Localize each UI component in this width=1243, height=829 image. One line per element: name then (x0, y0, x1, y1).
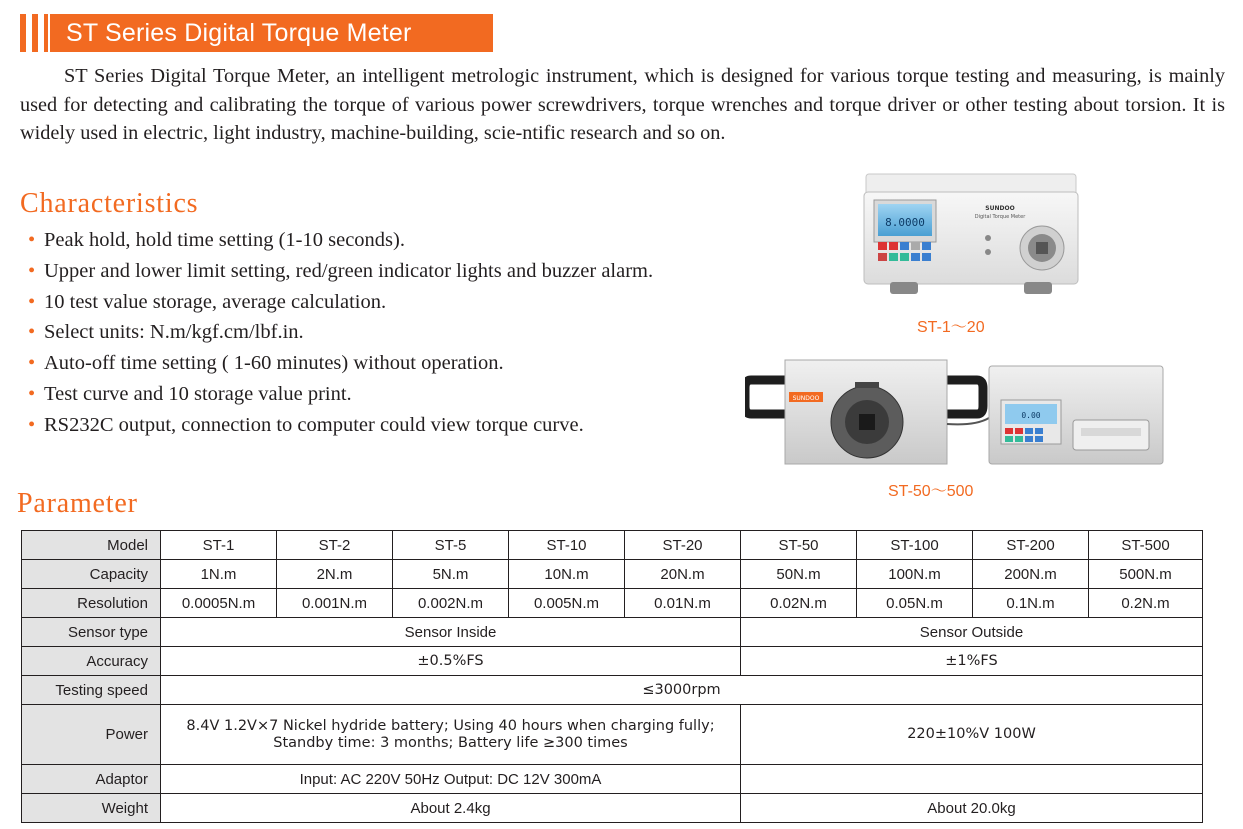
large-device-display-text: 0.00 (1021, 411, 1041, 420)
capacity-cell: 100N.m (857, 560, 973, 589)
capacity-cell: 5N.m (393, 560, 509, 589)
table-row-model (22, 531, 1203, 560)
model-cell: ST-1 (161, 531, 277, 560)
resolution-cell: 0.001N.m (277, 589, 393, 618)
power-large-cell: 220±10%V 100W (741, 705, 1203, 765)
resolution-cell: 0.1N.m (973, 589, 1089, 618)
row-label-capacity: Capacity (22, 560, 161, 589)
intro-paragraph: ST Series Digital Torque Meter, an intelligent metrologic instrument, which is designed for various torque testing and measuring, is mainly used for detecting and calibrating the torque of various power screwdrivers, torque wrenches and torque driver or other testing about torsion. It is widely used in electric, light industry, machine-building, scie-ntific research and so on. (20, 65, 1225, 145)
table-row-resolution (22, 589, 1203, 618)
small-device-label: ST-1～20 (917, 319, 985, 336)
small-device-product: Digital Torque Meter (974, 214, 1026, 220)
sensor-small-cell: Sensor Inside (161, 618, 741, 647)
capacity-cell: 200N.m (973, 560, 1089, 589)
parameter-title: Parameter (17, 488, 138, 519)
row-label-sensor: Sensor type (22, 618, 161, 647)
model-cell: ST-5 (393, 531, 509, 560)
resolution-cell: 0.01N.m (625, 589, 741, 618)
table-row-weight (22, 794, 1203, 823)
resolution-cell: 0.02N.m (741, 589, 857, 618)
list-item: • Select units: N.m/kgf.cm/lbf.in. (28, 321, 304, 344)
torque-meter-small-image (860, 170, 1082, 300)
weight-large-cell: About 20.0kg (741, 794, 1203, 823)
model-cell: ST-20 (625, 531, 741, 560)
list-item: • Test curve and 10 storage value print. (28, 382, 352, 405)
resolution-cell: 0.002N.m (393, 589, 509, 618)
accuracy-small-cell: ±0.5%FS (161, 647, 741, 676)
small-device-brand: SUNDOO (985, 205, 1015, 212)
list-item: • Upper and lower limit setting, red/green indicator lights and buzzer alarm. (28, 259, 654, 282)
row-label-power: Power (22, 705, 161, 765)
large-device-label: ST-50～500 (888, 483, 974, 500)
row-label-accuracy: Accuracy (22, 647, 161, 676)
sensor-large-cell: Sensor Outside (741, 618, 1203, 647)
adaptor-small-cell: Input: AC 220V 50Hz Output: DC 12V 300mA (161, 765, 741, 794)
model-cell: ST-2 (277, 531, 393, 560)
model-cell: ST-200 (973, 531, 1089, 560)
capacity-cell: 50N.m (741, 560, 857, 589)
resolution-cell: 0.0005N.m (161, 589, 277, 618)
resolution-cell: 0.005N.m (509, 589, 625, 618)
table-row-sensor (22, 618, 1203, 647)
accuracy-large-cell: ±1%FS (741, 647, 1203, 676)
power-small-cell (161, 705, 741, 765)
power-small-line1: 8.4V 1.2V×7 Nickel hydride battery; Using 40 hours when charging fully; (186, 717, 715, 734)
parameter-table (21, 530, 1203, 823)
table-row-adaptor (22, 765, 1203, 794)
capacity-cell: 10N.m (509, 560, 625, 589)
speed-cell: ≤3000rpm (161, 676, 1203, 705)
weight-small-cell: About 2.4kg (161, 794, 741, 823)
table-row-power (22, 705, 1203, 765)
power-small-line2: Standby time: 3 months; Battery life ≥300 times (273, 734, 628, 751)
page-title: ST Series Digital Torque Meter (50, 14, 493, 52)
table-row-accuracy (22, 647, 1203, 676)
row-label-weight: Weight (22, 794, 161, 823)
capacity-cell: 2N.m (277, 560, 393, 589)
characteristics-list (28, 226, 653, 442)
list-item: • Peak hold, hold time setting (1-10 seconds). (28, 229, 405, 251)
adaptor-large-cell (741, 765, 1203, 794)
row-label-resolution: Resolution (22, 589, 161, 618)
capacity-cell: 500N.m (1089, 560, 1203, 589)
resolution-cell: 0.05N.m (857, 589, 973, 618)
torque-meter-large-image (745, 354, 1165, 468)
row-label-model: Model (22, 531, 161, 560)
model-cell: ST-100 (857, 531, 973, 560)
row-label-adaptor: Adaptor (22, 765, 161, 794)
capacity-cell: 20N.m (625, 560, 741, 589)
row-label-speed: Testing speed (22, 676, 161, 705)
resolution-cell: 0.2N.m (1089, 589, 1203, 618)
list-item: • RS232C output, connection to computer could view torque curve. (28, 413, 584, 436)
table-row-speed (22, 676, 1203, 705)
list-item: • 10 test value storage, average calculation. (28, 290, 387, 313)
model-cell: ST-10 (509, 531, 625, 560)
characteristics-title: Characteristics (20, 188, 199, 219)
model-cell: ST-50 (741, 531, 857, 560)
model-cell: ST-500 (1089, 531, 1203, 560)
table-row-capacity (22, 560, 1203, 589)
small-device-display-text: 8.0000 (885, 216, 925, 229)
list-item: • Auto-off time setting ( 1-60 minutes) without operation. (28, 352, 504, 375)
capacity-cell: 1N.m (161, 560, 277, 589)
large-device-brand: SUNDOO (792, 395, 820, 402)
